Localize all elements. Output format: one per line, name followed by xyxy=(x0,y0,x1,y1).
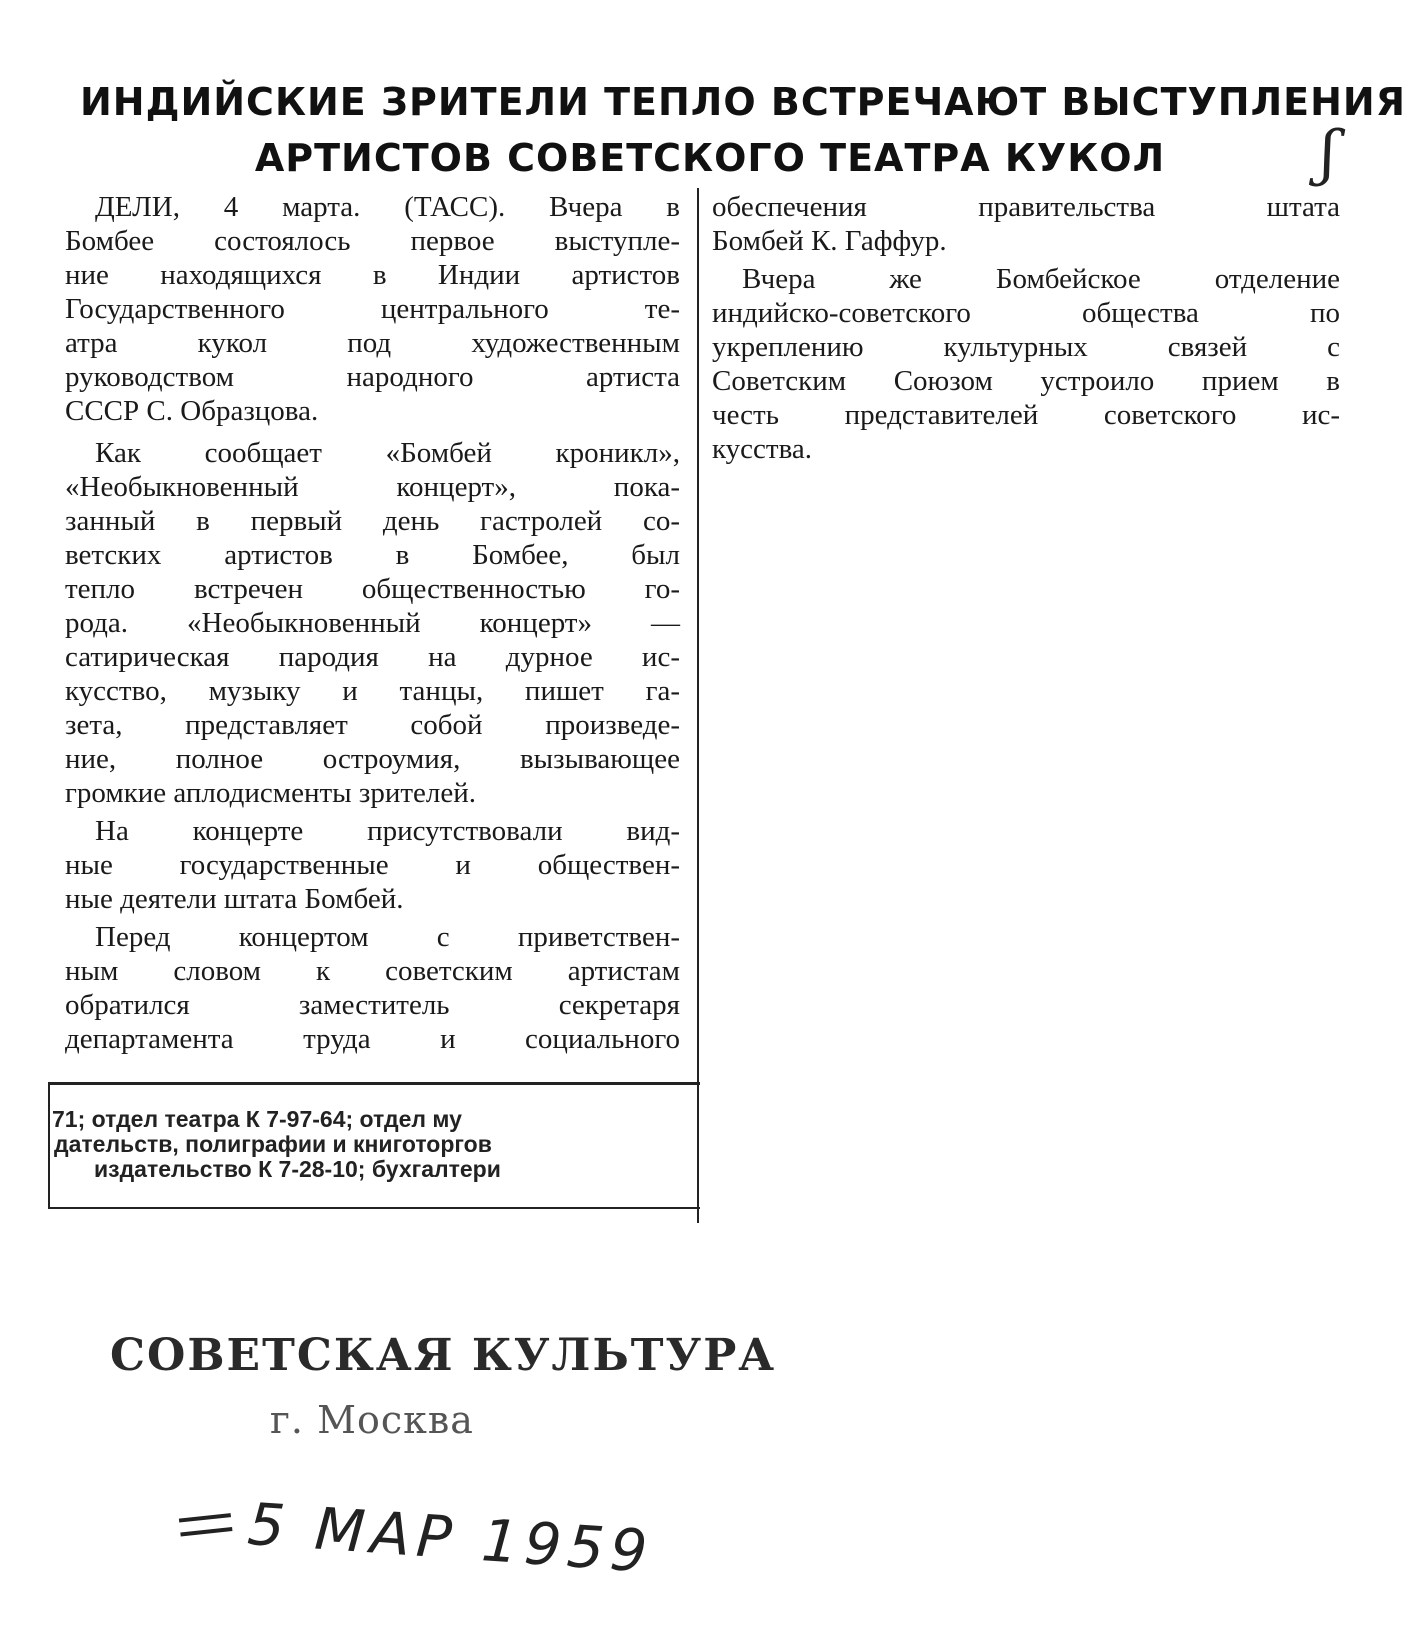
handwritten-mark: ʃ xyxy=(1320,118,1337,188)
text-line: обеспечения правительства штата xyxy=(712,191,1340,223)
text-line: Советским Союзом устроило прием в xyxy=(712,365,1340,397)
text-line: ным словом к советским артистам xyxy=(65,955,680,987)
text-line: ние находящихся в Индии артистов xyxy=(65,259,680,291)
text-line: сатирическая пародия на дурное ис- xyxy=(65,641,680,673)
paragraph-continuation xyxy=(712,190,1340,258)
text-line: атра кукол под художественным xyxy=(65,327,680,359)
paragraph-greeting xyxy=(65,920,680,1056)
text-line: кусства. xyxy=(712,433,813,465)
text-line: ные государственные и обществен- xyxy=(65,849,680,881)
text-line: На концерте присутствовали вид- xyxy=(95,815,680,847)
imprint-line: 71; отдел театра К 7-97-64; отдел му xyxy=(52,1106,462,1132)
text-line: укреплению культурных связей с xyxy=(712,331,1340,363)
text-line: ние, полное остроумия, вызывающее xyxy=(65,743,680,775)
column-divider xyxy=(697,188,699,1223)
headline-line-2: АРТИСТОВ СОВЕТСКОГО ТЕАТРА КУКОЛ xyxy=(254,136,1166,180)
text-line: занный в первый день гастролей со- xyxy=(65,505,680,537)
stamp-date: 5 МАР 1959 xyxy=(245,1489,656,1586)
paragraph-review xyxy=(65,436,680,810)
text-line: Бомбей К. Гаффур. xyxy=(712,225,947,257)
text-line: обратился заместитель секретаря xyxy=(65,989,680,1021)
text-line: ветских артистов в Бомбее, был xyxy=(65,539,680,571)
imprint-line: издательство К 7-28-10; бухгалтери xyxy=(94,1156,501,1182)
article-headline xyxy=(80,74,1406,186)
stamp-newspaper-name: СОВЕТСКАЯ КУЛЬТУРА xyxy=(110,1330,777,1381)
text-line: департамента труда и социального xyxy=(65,1023,680,1055)
stamp-city: г. Москва xyxy=(270,1398,474,1442)
text-line: Государственного центрального те- xyxy=(65,293,680,325)
stamp-dash-icon xyxy=(179,1513,233,1536)
text-line: кусство, музыку и танцы, пишет га- xyxy=(65,675,680,707)
text-line: ДЕЛИ, 4 марта. (ТАСС). Вчера в xyxy=(95,191,680,223)
text-line: рода. «Необыкновенный концерт» — xyxy=(65,607,680,639)
text-line: Перед концертом с приветствен- xyxy=(95,921,680,953)
text-line: громкие аплодисменты зрителей. xyxy=(65,777,476,809)
paragraph-dateline xyxy=(65,190,680,428)
text-line: честь представителей советского ис- xyxy=(712,399,1340,431)
stamp-date-block xyxy=(178,1485,656,1586)
paragraph-attendees xyxy=(65,814,680,916)
text-line: тепло встречен общественностью го- xyxy=(65,573,680,605)
text-line: Как сообщает «Бомбей кроникл», xyxy=(95,437,680,469)
text-line: «Необыкновенный концерт», пока- xyxy=(65,471,680,503)
article-column-right xyxy=(712,190,1340,466)
text-line: ные деятели штата Бомбей. xyxy=(65,883,404,915)
article-column-left xyxy=(65,190,680,1056)
text-line: СССР С. Образцова. xyxy=(65,395,319,427)
paragraph-reception xyxy=(712,262,1340,466)
imprint-line: дательств, полиграфии и книготоргов xyxy=(54,1131,492,1157)
text-line: Бомбее состоялось первое выступле- xyxy=(65,225,680,257)
imprint-box xyxy=(48,1082,700,1209)
text-line: Вчера же Бомбейское отделение xyxy=(742,263,1340,295)
text-line: зета, представляет собой произведе- xyxy=(65,709,680,741)
text-line: руководством народного артиста xyxy=(65,361,680,393)
headline-line-1: ИНДИЙСКИЕ ЗРИТЕЛИ ТЕПЛО ВСТРЕЧАЮТ ВЫСТУПЛЕНИЯ xyxy=(80,80,1406,124)
text-line: индийско-советского общества по xyxy=(712,297,1340,329)
